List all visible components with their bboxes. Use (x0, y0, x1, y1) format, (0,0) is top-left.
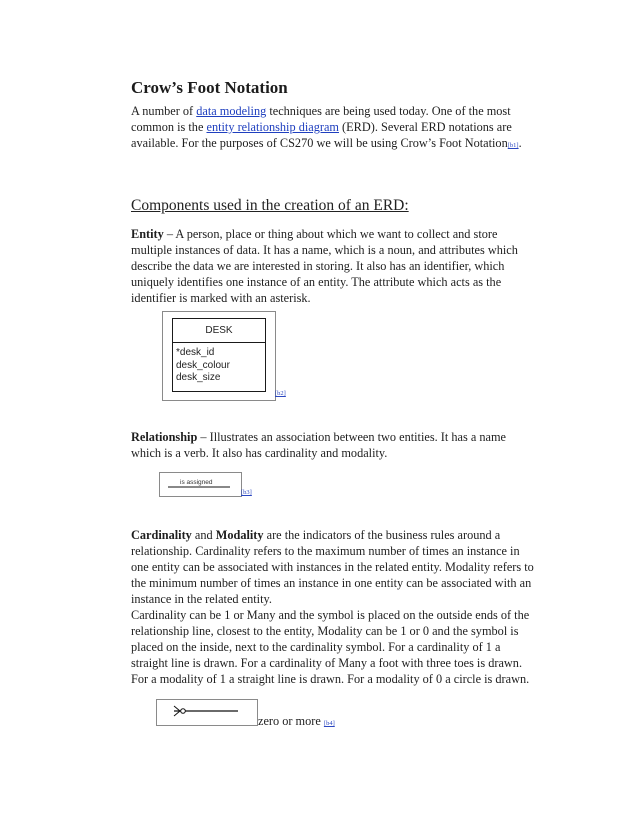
entity-attribute: desk_size (176, 372, 221, 383)
crows-foot-zero-or-many-symbol (170, 704, 240, 718)
entity-paragraph: Entity – A person, place or thing about which we want to collect and store multiple instances of data. It has a name, which is a noun, and attributes which describe the data we are interested in storing. It also has an identifier, which uniquely identifies one instance of an entity. The attribute which acts as the identifier is marked with an asterisk. (131, 227, 518, 305)
cardinality-paragraph: Cardinality and Modality are the indicators of the business rules around a relationship. Cardinality refers to the maximum number of times an instance in one entity can be associated with instances in the related entity. Modality refers to the minimum number of times an instance in one entity can be associated with an instance in the related entity. Cardinality can be 1 or Many and the symbol is placed on the outside ends of the relationship line, closest to the entity, Modality can be 1 or 0 and the symbol is placed on the inside, next to the cardinality symbol. For a cardinality of 1 a straight line is drawn. For a cardinality of Many a foot with three toes is drawn. For a modality of 1 a straight line is drawn. For a modality of 0 a circle is drawn. (131, 528, 534, 686)
modality-term: Modality (215, 528, 264, 542)
intro-paragraph: A number of data modeling techniques are being used today. One of the most common is the entity relationship diagram (ERD). Several ERD notations are available. For the purposes of CS270 we will be using Crow’s Foot Notation[b1]. (131, 104, 522, 150)
comment-ref-b1[interactable]: [b1] (507, 142, 519, 149)
comment-ref-b4[interactable]: [b4] (323, 720, 335, 727)
data-modeling-link[interactable]: data modeling (196, 104, 267, 118)
entity-relationship-diagram-link[interactable]: entity relationship diagram (206, 120, 339, 134)
relationship-line (168, 485, 230, 489)
entity-desk-box (172, 318, 266, 392)
cardinality-term: Cardinality (131, 528, 192, 542)
comment-ref-b3[interactable]: [b3] (241, 489, 252, 496)
entity-attributes (173, 343, 265, 385)
comment-ref-b2[interactable]: [b2] (275, 390, 286, 397)
page-title: Crow’s Foot Notation (131, 78, 288, 97)
section-heading: Components used in the creation of an ERD: (131, 197, 409, 214)
entity-attribute: desk_colour (176, 359, 230, 371)
relationship-label: is assigned (180, 479, 213, 486)
relationship-term: Relationship (131, 430, 198, 444)
entity-attribute: *desk_id (176, 347, 215, 358)
entity-term: Entity (131, 227, 164, 241)
zero-or-more-label: zero or more [b4] (258, 714, 335, 728)
entity-name: DESK (173, 319, 265, 343)
relationship-paragraph: Relationship – Illustrates an association between two entities. It has a name which is a verb. It also has cardinality and modality. (131, 430, 506, 460)
